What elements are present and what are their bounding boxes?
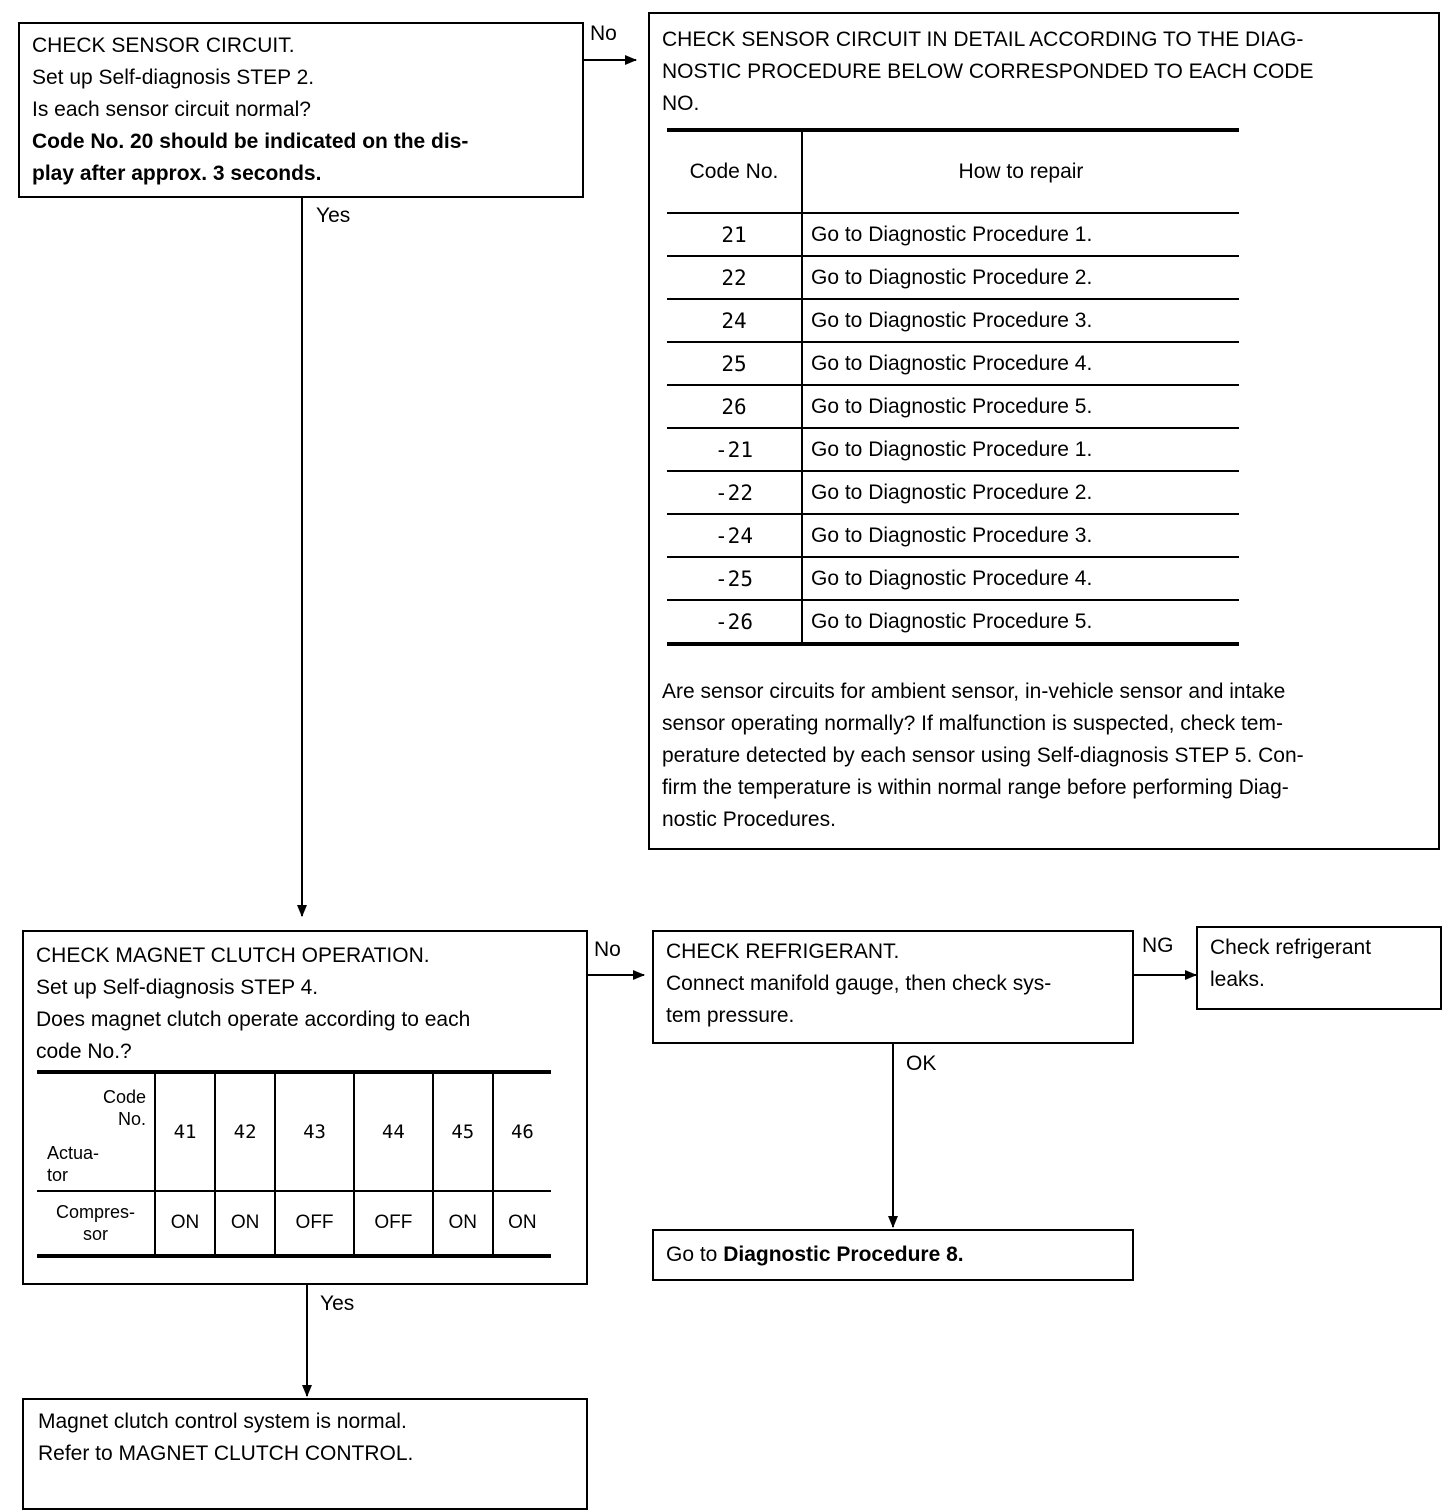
clutch-code-row (37, 1072, 551, 1191)
detail-heading-line: NO. (662, 92, 700, 115)
compressor-state-cell: OFF (275, 1191, 354, 1256)
leaks-box-line: leaks. (1210, 968, 1265, 991)
detail-heading-line: CHECK SENSOR CIRCUIT IN DETAIL ACCORDING TO THE DIAG- (662, 28, 1304, 51)
compressor-state-cell: ON (155, 1191, 215, 1256)
normal-box-line: Refer to MAGNET CLUTCH CONTROL. (38, 1442, 414, 1465)
check-magnet-clutch-box (22, 930, 588, 1285)
sensor-box-note: Code No. 20 should be indicated on the dis- (32, 130, 469, 153)
note-line: perature detected by each sensor using Self-diagnosis STEP 5. Con- (662, 744, 1304, 767)
label-yes-sensor: Yes (316, 204, 351, 227)
clutch-box-heading (36, 940, 470, 1068)
label-no-clutch: No (594, 938, 621, 961)
code-cell: 21 (667, 213, 802, 256)
check-refrigerant-box (652, 930, 1134, 1044)
label-no-sensor: No (590, 22, 617, 45)
table-row (667, 342, 1239, 385)
normal-box-line: Magnet clutch control system is normal. (38, 1410, 407, 1433)
sensor-detail-heading (662, 24, 1313, 120)
repair-cell: Go to Diagnostic Procedure 3. (802, 514, 1239, 557)
compressor-state-cell: OFF (354, 1191, 433, 1256)
header-code-no: Code No. (667, 130, 802, 213)
repair-cell: Go to Diagnostic Procedure 2. (802, 471, 1239, 514)
sensor-box-note: play after approx. 3 seconds. (32, 162, 322, 185)
clutch-code-cell: 44 (354, 1072, 433, 1191)
compressor-state-cell: ON (433, 1191, 493, 1256)
clutch-box-line: code No.? (36, 1040, 132, 1063)
sensor-box-line: Set up Self-diagnosis STEP 2. (32, 66, 315, 89)
compressor-label-line: Compres- (55, 1202, 135, 1222)
code-cell: 26 (667, 385, 802, 428)
repair-cell: Go to Diagnostic Procedure 1. (802, 213, 1239, 256)
clutch-code-table (37, 1070, 551, 1258)
sensor-box-line: Is each sensor circuit normal? (32, 98, 311, 121)
sensor-detail-note (662, 676, 1304, 836)
header-code-actuator (37, 1072, 155, 1191)
procedure-8-prefix: Go to (666, 1243, 724, 1266)
code-cell: 22 (667, 256, 802, 299)
clutch-box-line: Does magnet clutch operate according to each (36, 1008, 471, 1031)
clutch-code-cell: 41 (155, 1072, 215, 1191)
clutch-box-line: Set up Self-diagnosis STEP 4. (36, 976, 319, 999)
table-row (667, 600, 1239, 644)
header-code-text: Code (102, 1087, 146, 1107)
code-cell: 24 (667, 299, 802, 342)
code-cell: -25 (667, 557, 802, 600)
clutch-code-cell: 43 (275, 1072, 354, 1191)
header-no-text: No. (117, 1109, 146, 1129)
header-actuator-label (47, 1142, 99, 1186)
compressor-label-line: sor (82, 1224, 108, 1244)
repair-cell: Go to Diagnostic Procedure 1. (802, 428, 1239, 471)
repair-cell: Go to Diagnostic Procedure 3. (802, 299, 1239, 342)
label-ng: NG (1142, 934, 1174, 957)
refrigerant-box-title: CHECK REFRIGERANT. (666, 940, 900, 963)
compressor-label (37, 1191, 155, 1256)
code-cell: 25 (667, 342, 802, 385)
clutch-box-title: CHECK MAGNET CLUTCH OPERATION. (36, 944, 430, 967)
note-line: sensor operating normally? If malfunction is suspected, check tem- (662, 712, 1283, 735)
header-code-label (103, 1086, 146, 1130)
procedure-8-bold: Diagnostic Procedure 8. (723, 1243, 964, 1266)
check-leaks-box (1196, 926, 1442, 1010)
table-row (667, 428, 1239, 471)
repair-cell: Go to Diagnostic Procedure 4. (802, 342, 1239, 385)
code-cell: -22 (667, 471, 802, 514)
clutch-code-cell: 45 (433, 1072, 493, 1191)
table-row (667, 514, 1239, 557)
compressor-state-cell: ON (215, 1191, 275, 1256)
sensor-detail-box (648, 12, 1440, 850)
sensor-box-title: CHECK SENSOR CIRCUIT. (32, 34, 295, 57)
code-cell: -26 (667, 600, 802, 644)
clutch-code-cell: 42 (215, 1072, 275, 1191)
table-header-row (667, 130, 1239, 213)
note-line: Are sensor circuits for ambient sensor, in-vehicle sensor and intake (662, 680, 1286, 703)
clutch-code-cell: 46 (493, 1072, 551, 1191)
detail-heading-line: NOSTIC PROCEDURE BELOW CORRESPONDED TO EACH CODE (662, 60, 1314, 83)
refrigerant-box-line: tem pressure. (666, 1004, 795, 1027)
table-row (667, 557, 1239, 600)
table-row (667, 213, 1239, 256)
header-how-to-repair: How to repair (802, 130, 1239, 213)
repair-cell: Go to Diagnostic Procedure 4. (802, 557, 1239, 600)
procedure-8-text (666, 1239, 1120, 1271)
note-line: firm the temperature is within normal range before performing Diag- (662, 776, 1289, 799)
repair-cell: Go to Diagnostic Procedure 5. (802, 600, 1239, 644)
table-row (667, 385, 1239, 428)
table-row (667, 471, 1239, 514)
header-actua-text: Actua- (47, 1143, 100, 1163)
label-yes-clutch: Yes (320, 1292, 355, 1315)
clutch-compressor-row (37, 1191, 551, 1256)
clutch-normal-box (22, 1398, 588, 1510)
code-cell: -21 (667, 428, 802, 471)
check-sensor-circuit-box (18, 22, 584, 198)
code-cell: -24 (667, 514, 802, 557)
table-row (667, 256, 1239, 299)
refrigerant-box-line: Connect manifold gauge, then check sys- (666, 972, 1052, 995)
sensor-code-table (667, 128, 1239, 646)
header-tor-text: tor (47, 1165, 69, 1185)
table-row (667, 299, 1239, 342)
leaks-box-line: Check refrigerant (1210, 936, 1372, 959)
label-ok: OK (906, 1052, 937, 1075)
compressor-state-cell: ON (493, 1191, 551, 1256)
note-line: nostic Procedures. (662, 808, 836, 831)
procedure-8-box (652, 1229, 1134, 1281)
repair-cell: Go to Diagnostic Procedure 2. (802, 256, 1239, 299)
repair-cell: Go to Diagnostic Procedure 5. (802, 385, 1239, 428)
